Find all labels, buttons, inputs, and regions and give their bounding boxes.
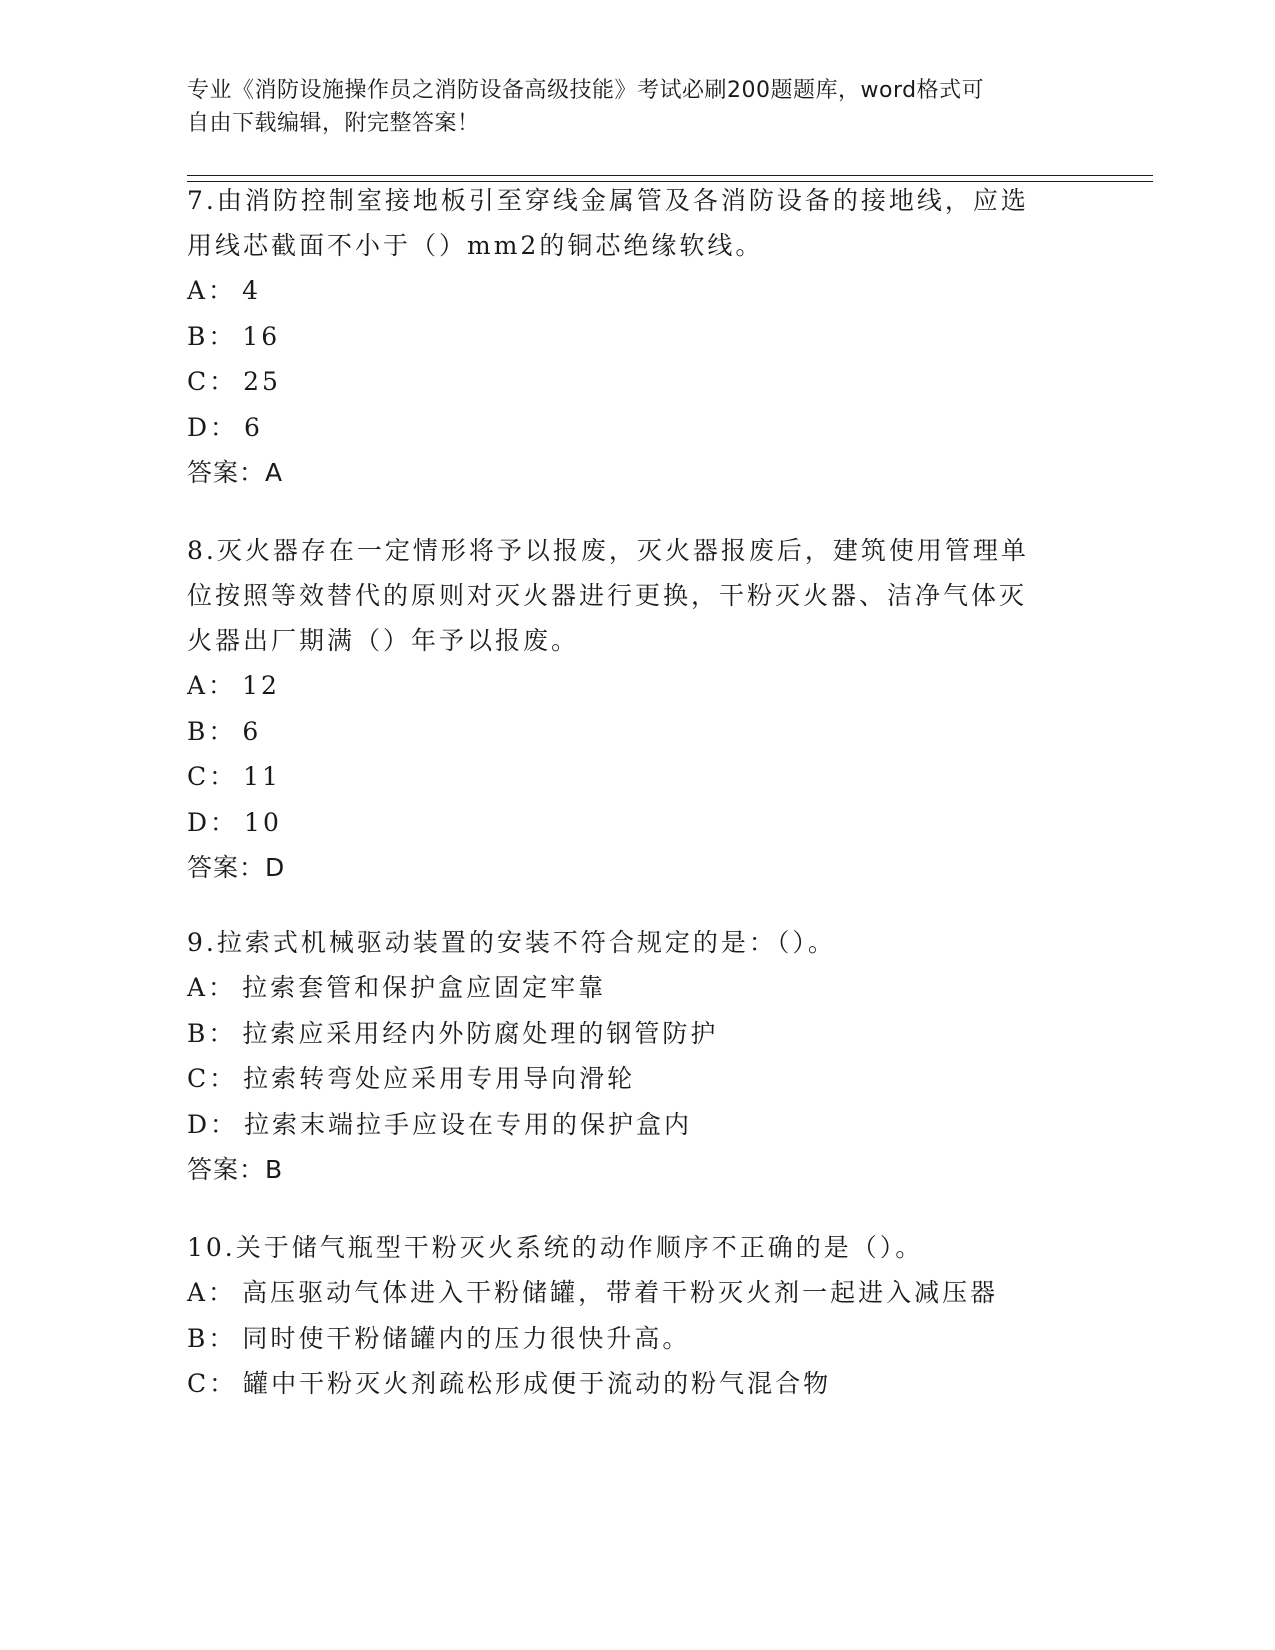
question-10 <box>187 1225 1067 1407</box>
option-text: 11 <box>243 762 281 791</box>
option-b <box>187 1316 1067 1362</box>
header-line: 专业《消防设施操作员之消防设备高级技能》考试必刷200题题库，word格式可 <box>187 78 985 103</box>
option-letter: C： <box>187 1064 238 1093</box>
option-c <box>187 359 1067 405</box>
option-a <box>187 663 1067 709</box>
option-letter: A： <box>187 1278 237 1307</box>
option-letter: A： <box>187 671 237 700</box>
option-a <box>187 268 1067 314</box>
answer-line: 答案：B <box>187 1155 284 1184</box>
option-b <box>187 1011 1067 1057</box>
option-c <box>187 754 1067 800</box>
option-text: 16 <box>242 321 281 351</box>
option-text: 25 <box>243 367 281 396</box>
option-d <box>187 405 1067 451</box>
option-letter: C： <box>187 1369 238 1398</box>
option-text: 罐中干粉灭火剂疏松形成便于流动的粉气混合物 <box>243 1369 832 1398</box>
option-text: 拉索末端拉手应设在专用的保护盒内 <box>244 1109 693 1139</box>
question-7 <box>187 178 1067 495</box>
header-line: 自由下载编辑，附完整答案！ <box>187 111 480 136</box>
question-9 <box>187 920 1067 1192</box>
option-text: 4 <box>242 276 261 305</box>
question-stem-line: 10.关于储气瓶型干粉灭火系统的动作顺序不正确的是（）。 <box>187 1233 924 1262</box>
option-letter: B： <box>187 716 237 746</box>
option-letter: D： <box>187 412 239 442</box>
option-letter: D： <box>187 807 239 837</box>
option-a <box>187 965 1067 1011</box>
answer-line: 答案：A <box>187 458 284 487</box>
option-c <box>187 1361 1067 1407</box>
question-stem-line: 9.拉索式机械驱动装置的安装不符合规定的是：（）。 <box>187 928 836 957</box>
header-divider <box>187 175 1153 176</box>
question-stem-line: 火器出厂期满（）年予以报废。 <box>187 626 580 655</box>
answer-line: 答案：D <box>187 853 286 882</box>
option-a <box>187 1270 1067 1316</box>
option-text: 6 <box>244 412 263 442</box>
option-text: 高压驱动气体进入干粉储罐，带着干粉灭火剂一起进入减压器 <box>242 1278 999 1307</box>
option-d <box>187 800 1067 846</box>
question-stem-line: 位按照等效替代的原则对灭火器进行更换，干粉灭火器、洁净气体灭 <box>187 581 1028 610</box>
option-text: 拉索应采用经内外防腐处理的钢管防护 <box>242 1018 719 1048</box>
option-letter: A： <box>187 973 237 1002</box>
option-text: 6 <box>242 716 262 746</box>
question-stem-line: 8.灭火器存在一定情形将予以报废，灭火器报废后，建筑使用管理单 <box>187 536 1029 565</box>
question-stem-line: 用线芯截面不小于（）mm2的铜芯绝缘软线。 <box>187 231 764 260</box>
option-b <box>187 314 1067 360</box>
option-letter: B： <box>187 1018 237 1048</box>
option-text: 12 <box>242 671 280 700</box>
option-text: 拉索转弯处应采用专用导向滑轮 <box>243 1064 636 1093</box>
option-letter: B： <box>187 321 237 351</box>
option-text: 同时使干粉储罐内的压力很快升高。 <box>242 1323 691 1353</box>
option-letter: C： <box>187 367 238 396</box>
option-letter: C： <box>187 762 238 791</box>
question-stem-line: 7.由消防控制室接地板引至穿线金属管及各消防设备的接地线，应选 <box>187 186 1029 215</box>
option-letter: A： <box>187 276 237 305</box>
option-letter: B： <box>187 1323 237 1353</box>
option-text: 10 <box>244 807 282 837</box>
option-letter: D： <box>187 1109 239 1139</box>
option-text: 拉索套管和保护盒应固定牢靠 <box>242 973 607 1002</box>
option-b <box>187 709 1067 755</box>
option-d <box>187 1102 1067 1148</box>
document-header <box>187 74 1067 140</box>
option-c <box>187 1056 1067 1102</box>
question-8 <box>187 528 1067 890</box>
